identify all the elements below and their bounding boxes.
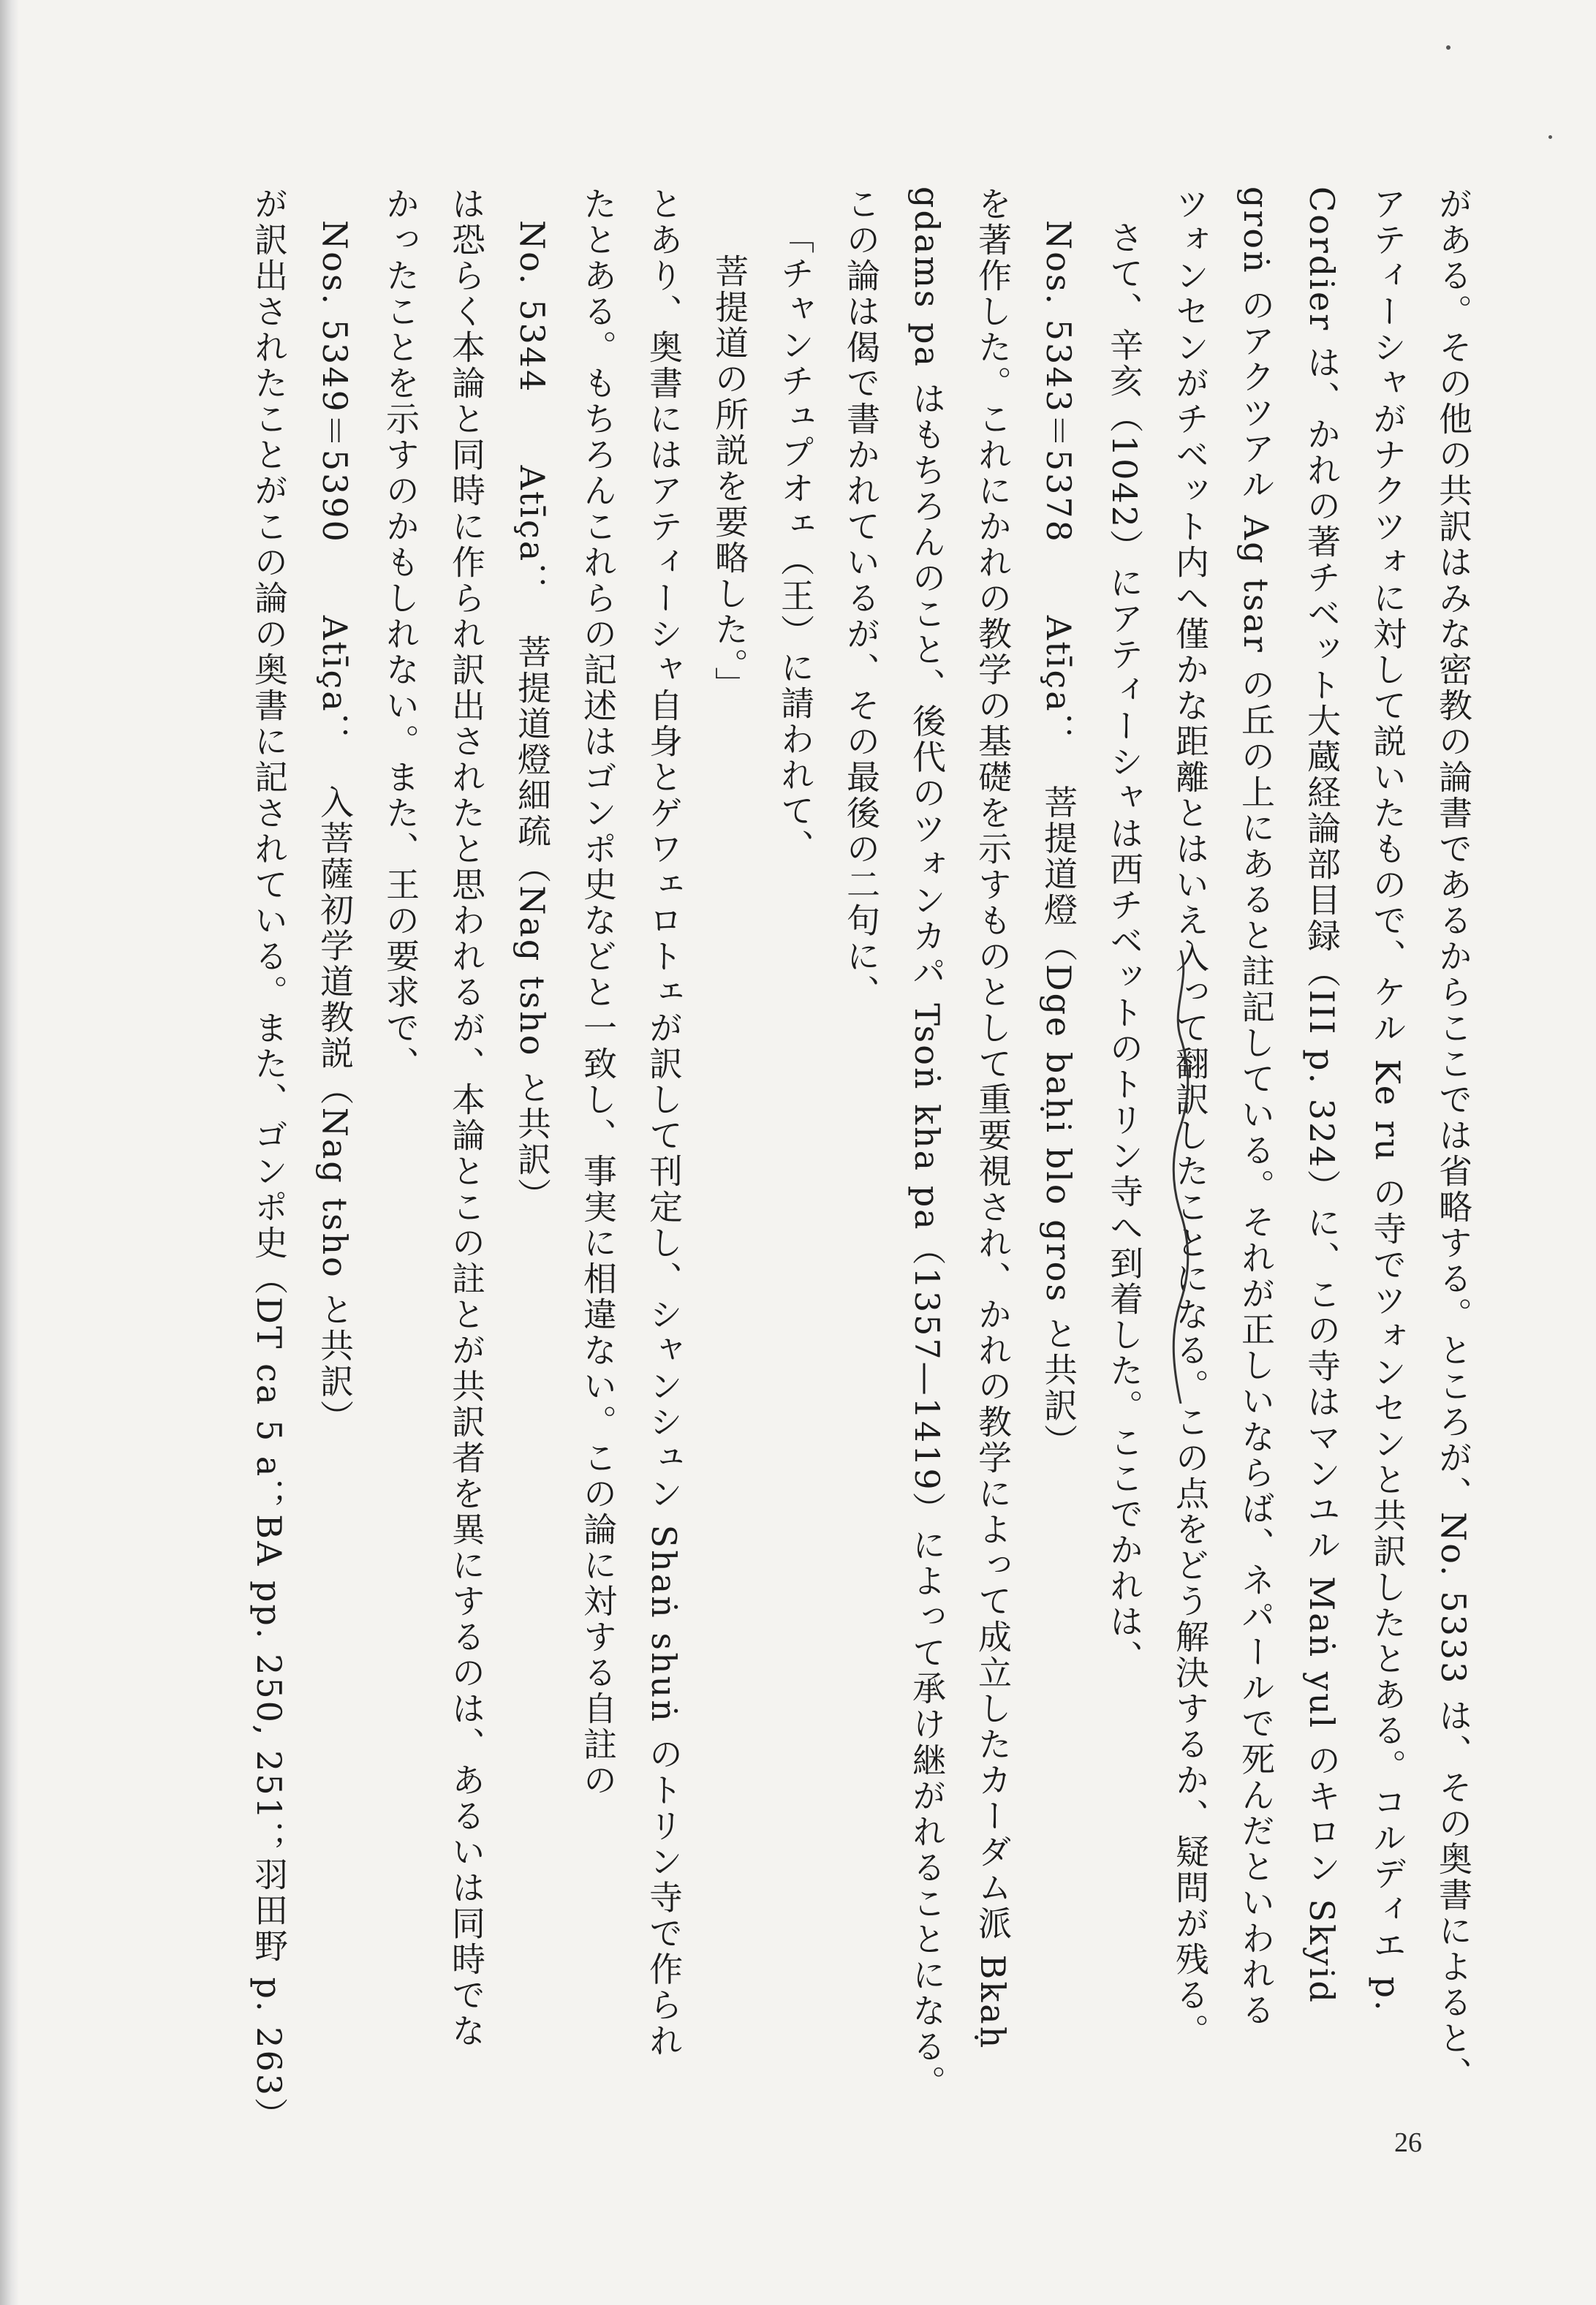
scan-speck [1446,45,1451,50]
text-line: Cordier は、かれの著チベット大蔵経論部目録（III p. 324）に、この寺はマンユル Maṅ yul のキロン Skyid [1302,186,1342,2005]
text-line: が訳出されたことがこの論の奥書に記されている。また、ゴンポ史（DT ca 5 a；BA pp. 250, 251；羽田野 p. 263） [249,186,289,2134]
page-number: 26 [1394,2127,1422,2158]
quote-line: 「チャンチュプオェ（王）に請われて、 [776,220,815,865]
text-line: gdams pa はもちろんのこと、後代のツォンカパ Tsoṅ kha pa（1357—1419）によって承け継がれることになる。 [907,186,947,2101]
text-line: Nos. 5343＝5378 Atīça： 菩提道燈（Dge baḥi blo gros と共訳） [1039,220,1078,1460]
body-text [53,186,1486,2146]
scan-edge [0,0,19,2305]
text-line: を著作した。これにかれの教学の基礎を示すものとして重要視され、かれの教学によって成立したカーダム派 Bkaḥ [973,186,1013,2051]
text-line: たとある。もちろんこれらの記述はゴンポ史などと一致し、事実に相違ない。この論に対する自註の [578,186,618,1798]
text-line: この論は偈で書かれているが、その最後の二句に、 [842,186,881,1010]
text-line: No. 5344 Atīça： 菩提道燈細疏（Nag tsho と共訳） [513,220,552,1214]
text-line: かったことを示すのかもしれない。また、王の要求で、 [381,186,420,1082]
text-line: さて、辛亥（1042）にアティーシャは西チベットのトリン寺へ到着した。ここでかれは、 [1105,220,1144,1676]
handwritten-wavy-mark [1170,950,1192,1404]
text-line: ツォンセンがチベット内へ僅かな距離とはいえ入って翻訳したことになる。この点をどう解決するか、疑問が残る。 [1170,186,1210,2049]
text-line: とあり、奥書にはアティーシャ自身とゲワェロトェが訳して刊定し、シャンシュン Shaṅ shuṅ のトリン寺で作られ [644,186,684,2059]
text-line: がある。その他の共訳はみな密教の論書であるからここでは省略する。ところが、No. 5333 は、その奥書によると、 [1434,186,1473,2093]
text-line: アティーシャがナクツォに対して説いたもので、ケル Ke ru の寺でツォンセンと共訳したとある。コルディエ p. [1368,186,1407,2013]
scan-speck [1548,135,1552,139]
text-line: は恐らく本論と同時に作られ訳出されたと思われるが、本論とこの註とが共訳者を異にするのは、あるいは同時でな [447,186,486,2049]
text-line: Nos. 5349＝5390 Atīça： 入菩薩初学道教説（Nag tsho と共訳） [315,220,355,1436]
quote-line: 菩提道の所説を要略した。」 [710,254,749,703]
text-line: groṅ のアクツアル Ag tsar の丘の上にあると註記している。それが正しいならば、ネパールで死んだといわれる [1236,186,1276,2029]
